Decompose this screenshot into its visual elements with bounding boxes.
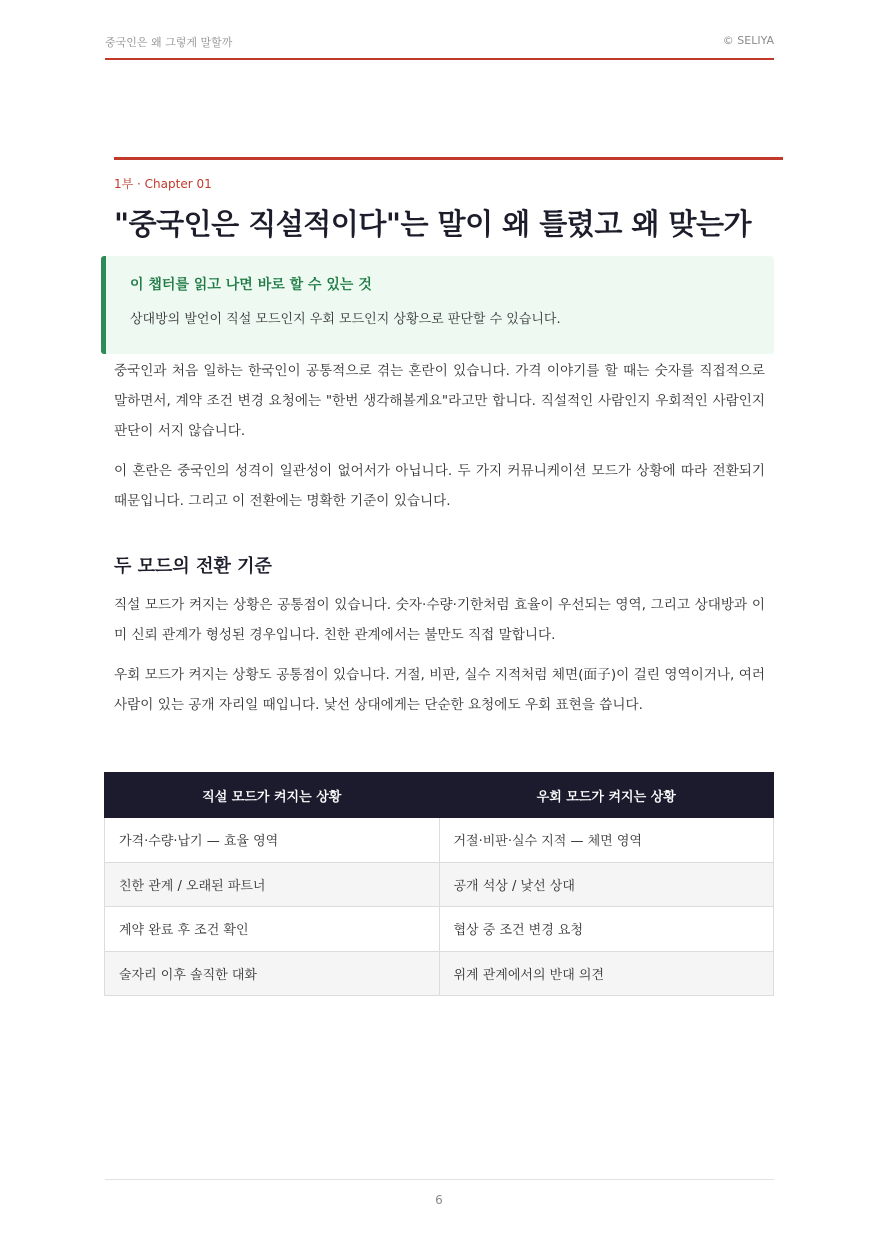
footer-divider (105, 1179, 774, 1180)
table-cell: 술자리 이후 솔직한 대화 (105, 951, 440, 996)
table-header-row (105, 773, 774, 818)
body-paragraph-3: 직설 모드가 켜지는 상황은 공통점이 있습니다. 숫자·수량·기한처럼 효율이 우선되는 영역, 그리고 상대방과 이미 신뢰 관계가 형성된 경우입니다. 친한 관계에서는 불만도 직접 말합니다. (114, 597, 765, 643)
table-header-indirect: 우회 모드가 켜지는 상황 (439, 773, 774, 818)
learning-goal-callout (101, 256, 774, 354)
table-cell: 계약 완료 후 조건 확인 (105, 907, 440, 952)
copyright: © SELIYA (722, 34, 774, 47)
callout-text: 상대방의 발언이 직설 모드인지 우회 모드인지 상황으로 판단할 수 있습니다. (130, 312, 561, 327)
table-cell: 친한 관계 / 오래된 파트너 (105, 862, 440, 907)
chapter-title: "중국인은 직설적이다"는 말이 왜 틀렸고 왜 맞는가 (114, 207, 752, 241)
table-header-direct: 직설 모드가 켜지는 상황 (105, 773, 440, 818)
body-paragraph-1: 중국인과 처음 일하는 한국인이 공통적으로 겪는 혼란이 있습니다. 가격 이야기를 할 때는 숫자를 직접적으로 말하면서, 계약 조건 변경 요청에는 "한번 생각해볼게요"라고만 합니다. 직설적인 사람인지 우회적인 사람인지 판단이 서지 않습니다. (114, 363, 765, 439)
table-row (105, 818, 774, 863)
page-number: 6 (435, 1193, 443, 1207)
chapter-label: 1부 · Chapter 01 (114, 177, 212, 191)
table-cell: 협상 중 조건 변경 요청 (439, 907, 774, 952)
mode-comparison-table (104, 772, 774, 996)
page-header (105, 34, 774, 60)
body-paragraph-2: 이 혼란은 중국인의 성격이 일관성이 없어서가 아닙니다. 두 가지 커뮤니케이션 모드가 상황에 따라 전환되기 때문입니다. 그리고 이 전환에는 명확한 기준이 있습니다. (114, 463, 765, 509)
body-paragraph-4: 우회 모드가 켜지는 상황도 공통점이 있습니다. 거절, 비판, 실수 지적처럼 체면(面子)이 걸린 영역이거나, 여러 사람이 있는 공개 자리일 때입니다. 낯선 상대에게는 단순한 요청에도 우회 표현을 씁니다. (114, 667, 765, 713)
chapter-divider (114, 157, 783, 160)
table-cell: 거절·비판·실수 지적 — 체면 영역 (439, 818, 774, 863)
callout-title: 이 챕터를 읽고 나면 바로 할 수 있는 것 (130, 277, 372, 293)
table-cell: 공개 석상 / 낯선 상대 (439, 862, 774, 907)
book-title: 중국인은 왜 그렇게 말할까 (105, 36, 233, 49)
table-row (105, 862, 774, 907)
table-row (105, 907, 774, 952)
table-cell: 가격·수량·납기 — 효율 영역 (105, 818, 440, 863)
section-heading: 두 모드의 전환 기준 (114, 556, 272, 577)
table-row (105, 951, 774, 996)
table-cell: 위계 관계에서의 반대 의견 (439, 951, 774, 996)
